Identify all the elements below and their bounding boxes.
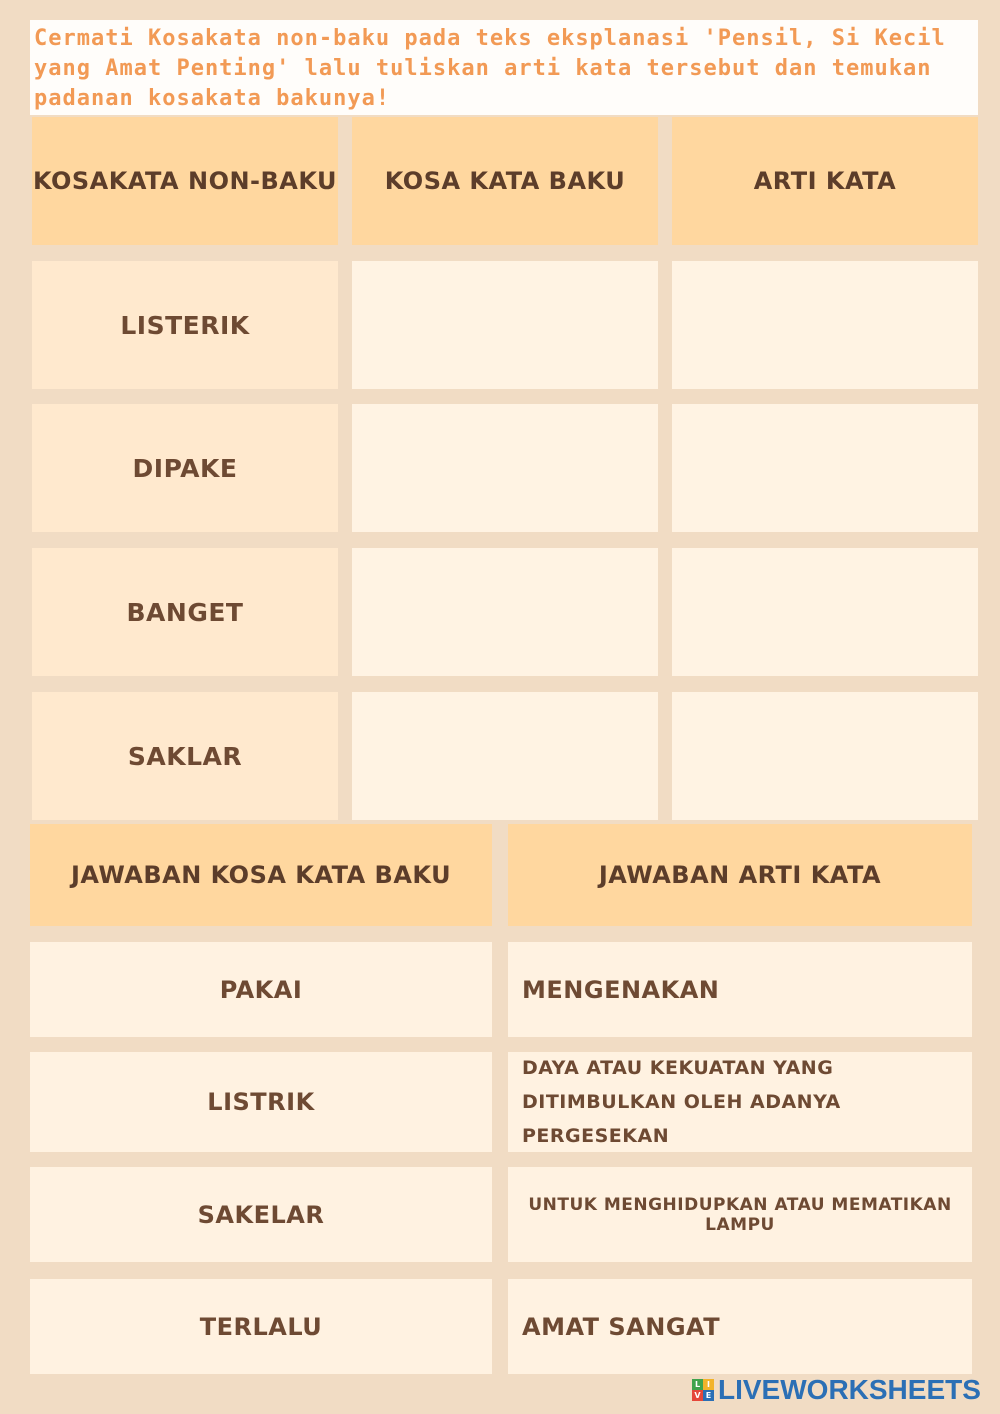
header-arti-kata: ARTI KATA [672, 117, 978, 245]
answer-baku-pakai[interactable]: PAKAI [30, 942, 492, 1037]
header-kosakata-non-baku: KOSAKATA NON-BAKU [32, 117, 338, 245]
answer-arti-menghidupkan[interactable]: UNTUK MENGHIDUPKAN ATAU MEMATIKAN LAMPU [508, 1167, 972, 1262]
row-word-dipake: DIPAKE [32, 404, 338, 532]
header-kosa-kata-baku: KOSA KATA BAKU [352, 117, 658, 245]
drop-zone-arti-1[interactable] [672, 261, 978, 389]
answer-arti-daya[interactable]: DAYA ATAU KEKUATAN YANG DITIMBULKAN OLEH ADANYA PERGESEKAN [508, 1052, 972, 1152]
answer-arti-amat-sangat[interactable]: AMAT SANGAT [508, 1279, 972, 1374]
header-jawaban-kosa-kata-baku: JAWABAN KOSA KATA BAKU [30, 824, 492, 926]
drop-zone-baku-2[interactable] [352, 404, 658, 532]
header-jawaban-arti-kata: JAWABAN ARTI KATA [508, 824, 972, 926]
drop-zone-arti-2[interactable] [672, 404, 978, 532]
instruction-text: Cermati Kosakata non-baku pada teks eksplanasi 'Pensil, Si Kecil yang Amat Penting' lalu tuliskan arti kata tersebut dan temukan padanan kosakata bakunya! [30, 20, 978, 115]
drop-zone-arti-3[interactable] [672, 548, 978, 676]
answer-arti-mengenakan[interactable]: MENGENAKAN [508, 942, 972, 1037]
answer-baku-listrik[interactable]: LISTRIK [30, 1052, 492, 1152]
drop-zone-baku-3[interactable] [352, 548, 658, 676]
answer-baku-sakelar[interactable]: SAKELAR [30, 1167, 492, 1262]
drop-zone-baku-4[interactable] [352, 692, 658, 820]
drop-zone-arti-4[interactable] [672, 692, 978, 820]
brand-text: LIVEWORKSHEETS [718, 1374, 981, 1405]
row-word-listerik: LISTERIK [32, 261, 338, 389]
liveworksheets-logo-icon: L I V E [692, 1379, 714, 1401]
answer-baku-terlalu[interactable]: TERLALU [30, 1279, 492, 1374]
row-word-banget: BANGET [32, 548, 338, 676]
drop-zone-baku-1[interactable] [352, 261, 658, 389]
row-word-saklar: SAKLAR [32, 692, 338, 820]
liveworksheets-logo [692, 1374, 981, 1406]
